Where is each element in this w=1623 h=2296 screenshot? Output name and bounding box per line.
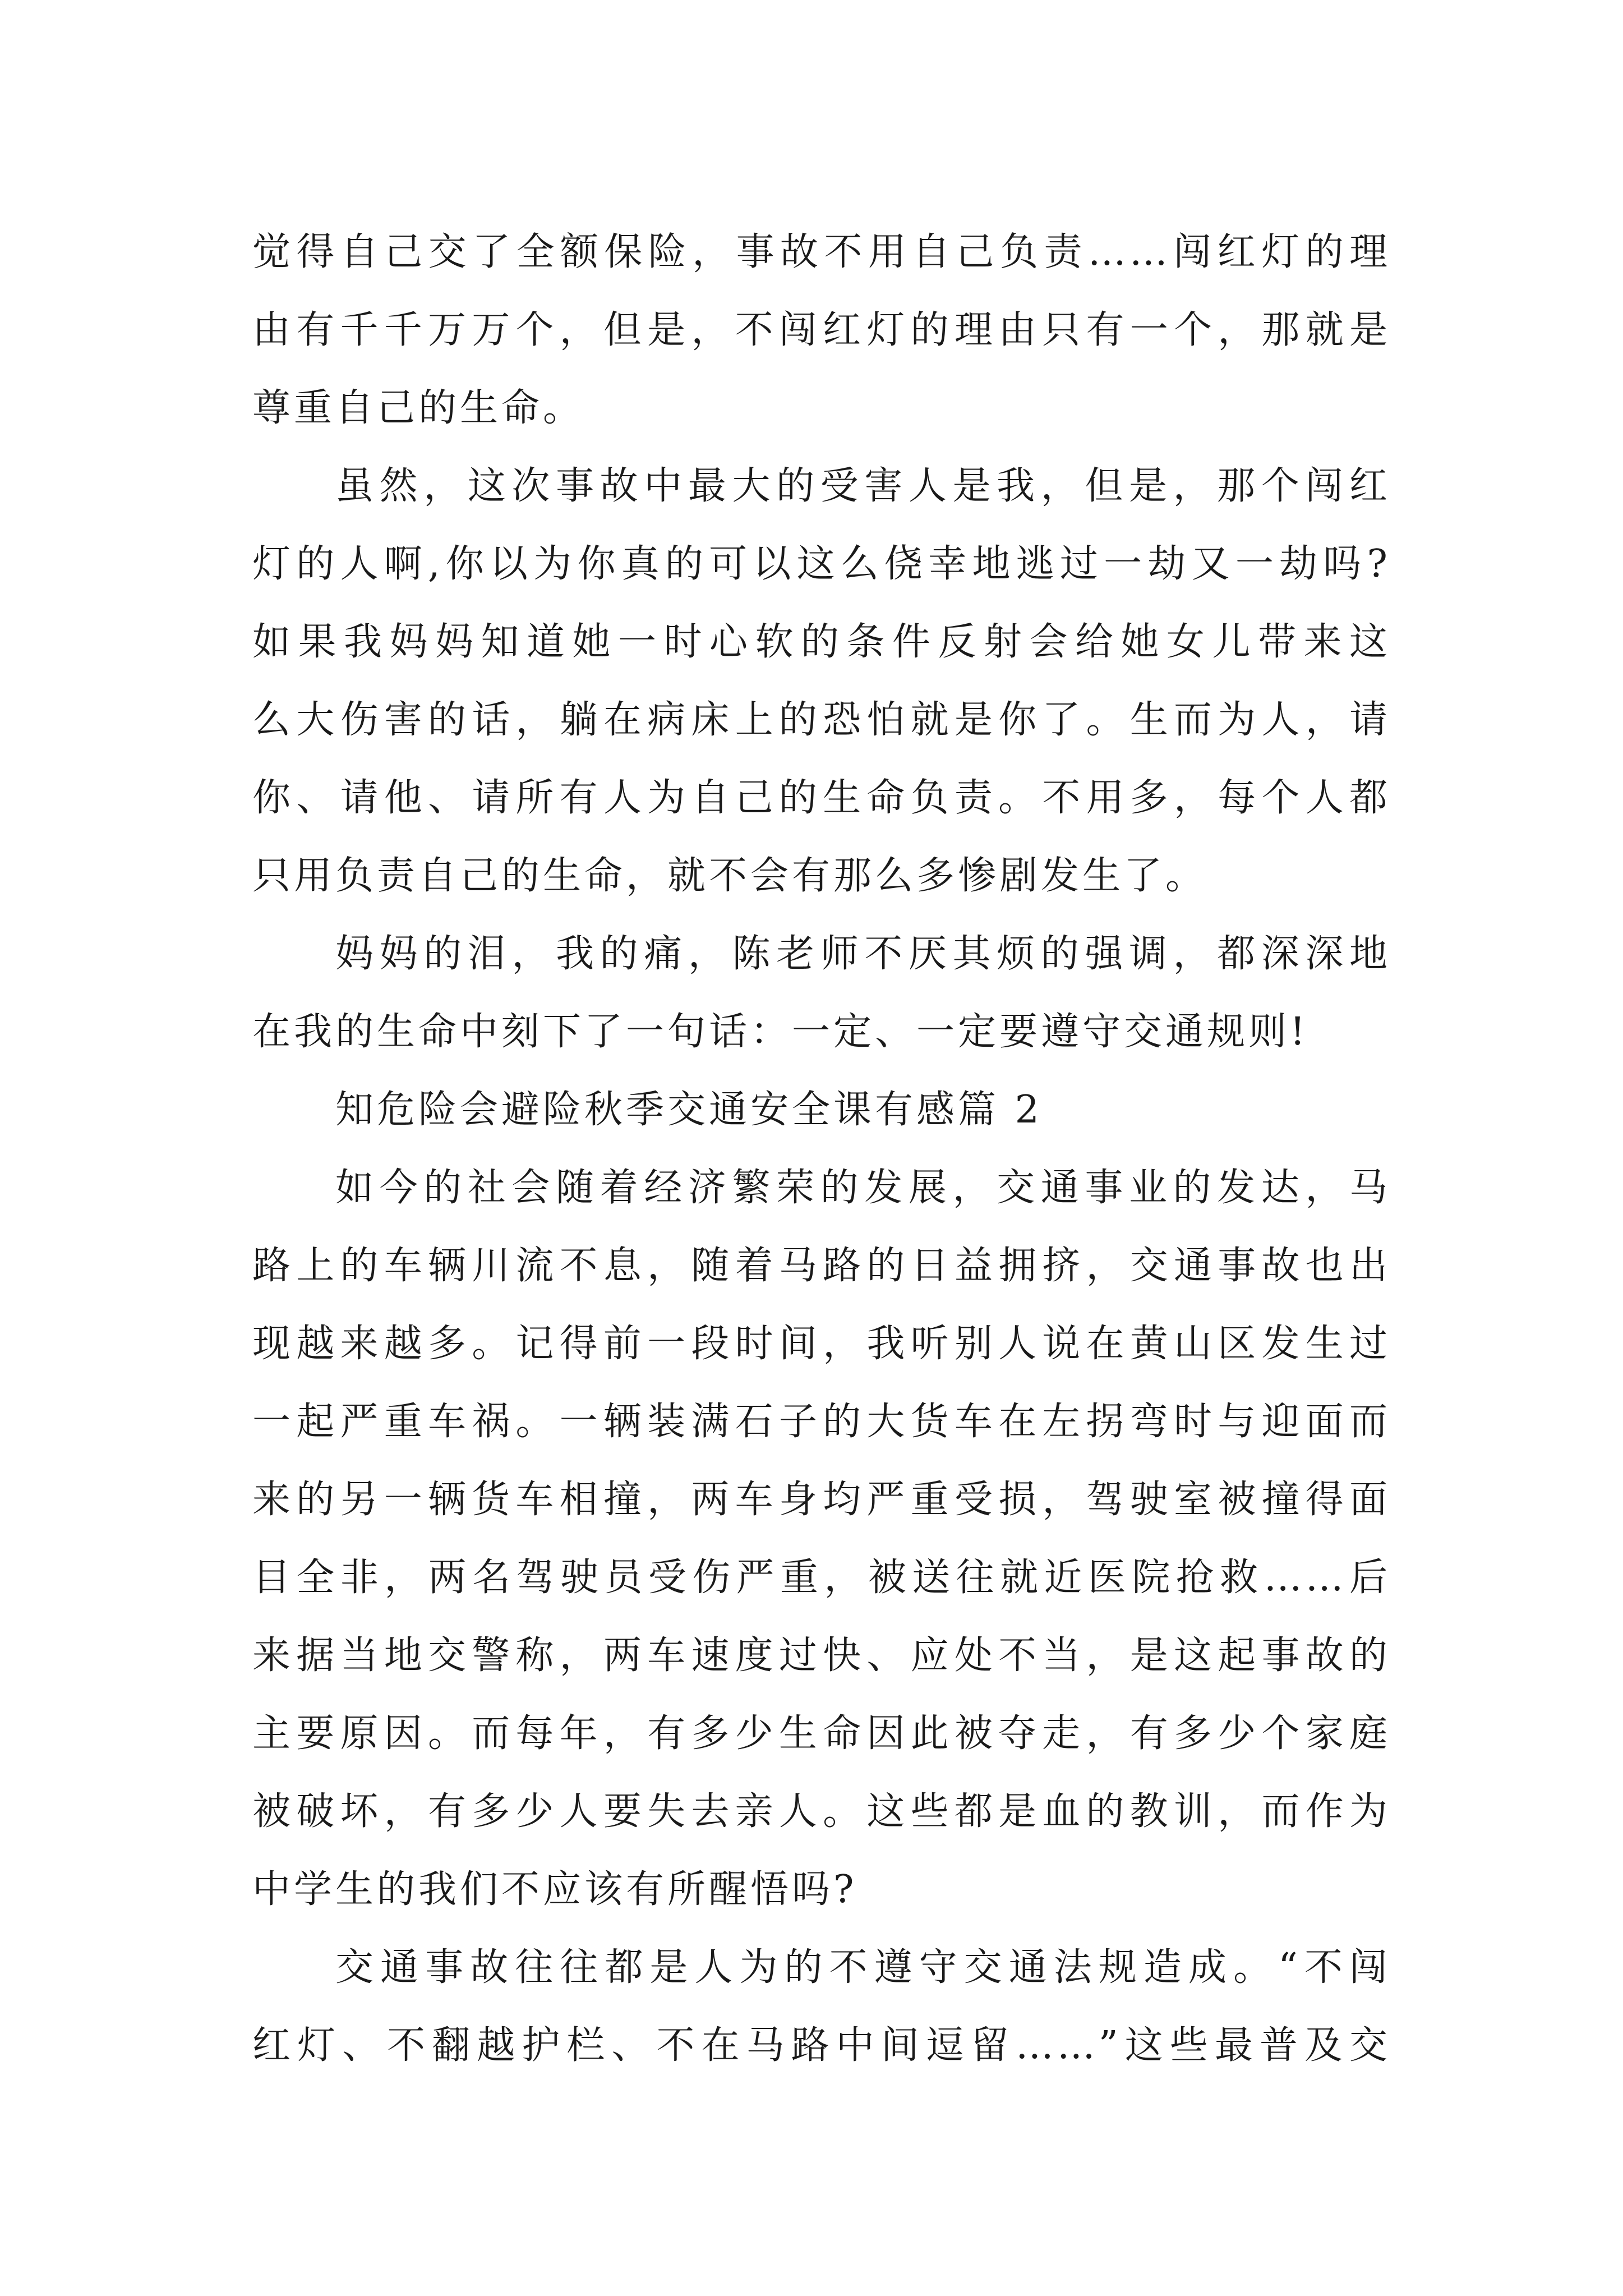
text-line: 你、请他、请所有人为自己的生命负责。不用多，每个人都 bbox=[252, 776, 1391, 820]
text-line: 一起严重车祸。一辆装满石子的大货车在左拐弯时与迎面而 bbox=[252, 1400, 1391, 1444]
text-line: 现越来越多。记得前一段时间，我听别人说在黄山区发生过 bbox=[252, 1322, 1391, 1366]
section-heading: 知危险会避险秋季交通安全课有感篇 2 bbox=[335, 1088, 1043, 1132]
text-line: 被破坏，有多少人要失去亲人。这些都是血的教训，而作为 bbox=[252, 1789, 1391, 1834]
text-line: 来的另一辆货车相撞，两车身均严重受损，驾驶室被撞得面 bbox=[252, 1478, 1391, 1522]
text-line: 红灯、不翻越护栏、不在马路中间逗留……”这些最普及交 bbox=[252, 2023, 1391, 2068]
text-line: 目全非，两名驾驶员受伤严重，被送往就近医院抢救……后 bbox=[252, 1556, 1391, 1600]
text-line: 如果我妈妈知道她一时心软的条件反射会给她女儿带来这 bbox=[252, 620, 1391, 664]
body-text bbox=[252, 213, 1391, 2085]
text-line: 如今的社会随着经济繁荣的发展，交通事业的发达，马 bbox=[335, 1166, 1391, 1210]
text-line: 灯的人啊,你以为你真的可以这么侥幸地逃过一劫又一劫吗? bbox=[252, 542, 1391, 586]
text-line: 由有千千万万个，但是，不闯红灯的理由只有一个，那就是 bbox=[252, 308, 1391, 352]
text-line: 来据当地交警称，两车速度过快、应处不当，是这起事故的 bbox=[252, 1634, 1391, 1678]
text-line: 觉得自己交了全额保险，事故不用自己负责……闯红灯的理 bbox=[252, 230, 1391, 274]
text-line: 虽然，这次事故中最大的受害人是我，但是，那个闯红 bbox=[335, 464, 1391, 508]
text-line: 交通事故往往都是人为的不遵守交通法规造成。“不闯 bbox=[335, 1945, 1391, 1990]
text-line: 路上的车辆川流不息，随着马路的日益拥挤，交通事故也出 bbox=[252, 1244, 1391, 1288]
text-line: 尊重自己的生命。 bbox=[252, 386, 585, 430]
text-line: 妈妈的泪，我的痛，陈老师不厌其烦的强调，都深深地 bbox=[335, 932, 1391, 976]
text-line: 主要原因。而每年，有多少生命因此被夺走，有多少个家庭 bbox=[252, 1711, 1391, 1756]
text-line: 只用负责自己的生命，就不会有那么多惨剧发生了。 bbox=[252, 854, 1207, 898]
text-line: 在我的生命中刻下了一句话：一定、一定要遵守交通规则! bbox=[252, 1010, 1309, 1054]
text-line: 中学生的我们不应该有所醒悟吗? bbox=[252, 1867, 857, 1912]
text-line: 么大伤害的话，躺在病床上的恐怕就是你了。生而为人，请 bbox=[252, 698, 1391, 742]
